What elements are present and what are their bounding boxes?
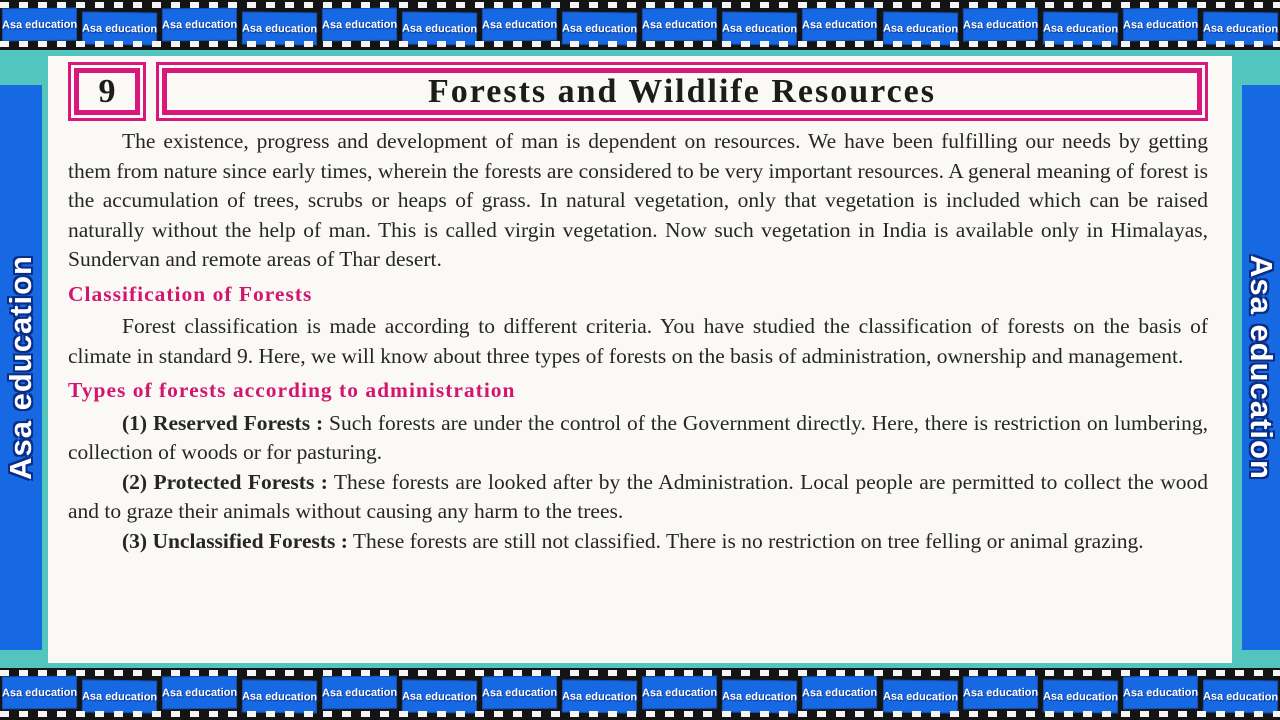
film-frame (482, 676, 557, 710)
film-frame-label: Asa education (81, 690, 158, 703)
classification-paragraph: Forest classification is made according to different criteria. You have studied the classification of forests on the basis of climate in standard 9. Here, we will know about three types of forests on the basis of administration, ownership and management. (68, 314, 1208, 368)
film-frame-label: Asa education (1042, 22, 1118, 35)
film-frame-label: Asa education (1202, 690, 1278, 703)
film-frame-label: Asa education (1, 686, 78, 699)
item-text: These forests are looked after by the Administration. Local people are permitted to collect the wood and to graze their animals without causing any harm to the trees. (68, 469, 1208, 523)
film-frame (1203, 680, 1279, 714)
film-frame (322, 676, 397, 710)
film-frame-label: Asa education (1202, 22, 1278, 35)
film-frame (162, 676, 237, 710)
film-frame-label: Asa education (722, 22, 798, 35)
textbook-page (48, 56, 1232, 663)
film-frame (882, 680, 958, 714)
forest-type-item (68, 527, 1208, 557)
sidebar-right-banner (1242, 85, 1280, 650)
film-frame-label: Asa education (882, 690, 958, 703)
film-frame-label: Asa education (1042, 690, 1118, 703)
film-frame (482, 8, 557, 42)
page-header (68, 62, 1208, 121)
chapter-title-box (156, 62, 1208, 121)
film-frame (722, 12, 798, 46)
film-frame-label: Asa education (402, 690, 478, 703)
film-frame (162, 8, 237, 42)
film-frames-top (2, 9, 1278, 43)
film-frame-label: Asa education (81, 22, 158, 35)
film-frame (642, 676, 717, 710)
film-frame-label: Asa education (482, 18, 558, 31)
chapter-number-box (68, 62, 146, 121)
film-frame-label: Asa education (562, 22, 638, 35)
film-frame-label: Asa education (722, 690, 798, 703)
film-frame (82, 12, 158, 46)
film-frame-label: Asa education (322, 18, 398, 31)
film-frame-label: Asa education (642, 18, 718, 31)
film-frame (2, 8, 77, 42)
film-frame (962, 8, 1037, 42)
film-frame (402, 680, 478, 714)
film-frame-label: Asa education (242, 690, 318, 703)
film-frame (1042, 680, 1118, 714)
item-label: (1) Reserved Forests : (122, 410, 324, 435)
film-frame-label: Asa education (882, 22, 958, 35)
sidebar-right-label: Asa education (1244, 255, 1279, 480)
item-label: (3) Unclassified Forests : (122, 528, 348, 553)
film-frame (882, 12, 958, 46)
film-frame (962, 676, 1037, 710)
film-frame-label: Asa education (962, 686, 1038, 699)
film-frame-label: Asa education (242, 22, 318, 35)
intro-paragraph: The existence, progress and development of man is dependent on resources. We have been fulfilling our needs by getting them from nature since early times, wherein the forests are considered to be very important resources. A general meaning of forest is the accumulation of trees, scrubs or heaps of grass. In natural vegetation, only that vegetation is included which can be raised naturally without the help of man. This is called virgin vegetation. Now such vegetation in India is available only in Himalayas, Sundervan and remote areas of Thar desert. (68, 129, 1208, 271)
sidebar-left-label: Asa education (3, 255, 38, 480)
film-frame-label: Asa education (1, 18, 78, 31)
film-frame-label: Asa education (1122, 686, 1198, 699)
forest-type-item (68, 409, 1208, 468)
film-frame-label: Asa education (402, 22, 478, 35)
film-frame-label: Asa education (322, 686, 398, 699)
film-strip-top (0, 0, 1280, 50)
film-frame (1123, 676, 1198, 710)
film-frame (1042, 12, 1118, 46)
film-frame (642, 8, 717, 42)
film-frame (82, 680, 158, 714)
film-frame (1123, 8, 1198, 42)
film-frame (2, 676, 77, 710)
film-frame-label: Asa education (162, 686, 238, 699)
sidebar-left-banner (0, 85, 42, 650)
film-frame (562, 12, 638, 46)
forest-type-item (68, 468, 1208, 527)
film-frame-label: Asa education (482, 686, 558, 699)
film-frame-label: Asa education (642, 686, 718, 699)
film-frame-label: Asa education (162, 18, 238, 31)
film-frame (242, 680, 318, 714)
film-frames-bottom (2, 677, 1278, 711)
item-text: Such forests are under the control of the Government directly. Here, there is restriction on lumbering, collection of woods or for pasturing. (68, 410, 1209, 464)
film-frame-label: Asa education (802, 18, 878, 31)
film-frame (322, 8, 397, 42)
chapter-number: 9 (98, 72, 116, 110)
film-frame-label: Asa education (562, 690, 638, 703)
item-label: (2) Protected Forests : (122, 469, 328, 494)
page-title: Forests and Wildlife Resources (428, 72, 936, 110)
film-frame-label: Asa education (962, 18, 1038, 31)
film-frame (562, 680, 638, 714)
film-frame-label: Asa education (802, 686, 878, 699)
film-frame (242, 12, 318, 46)
film-frame-label: Asa education (1122, 18, 1198, 31)
film-frame (722, 680, 798, 714)
section-heading-classification: Classification of Forests (68, 281, 313, 306)
section-heading-types: Types of forests according to administration (68, 378, 516, 402)
film-frame (802, 676, 877, 710)
page-content (68, 127, 1208, 556)
film-frame (802, 8, 877, 42)
item-text: These forests are still not classified. There is no restriction on tree felling or animal grazing. (352, 528, 1144, 553)
film-strip-bottom (0, 668, 1280, 720)
film-frame (402, 12, 478, 46)
film-frame (1203, 12, 1279, 46)
